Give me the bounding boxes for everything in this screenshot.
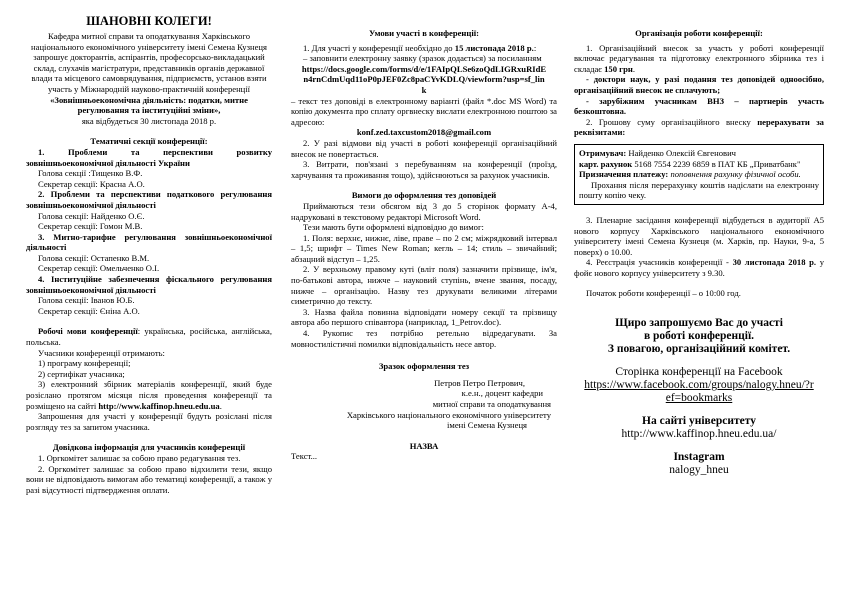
facebook-link[interactable]: https://www.facebook.com/groups/nalogy.hneu/?ref=bookmarks [584,379,814,405]
registration-date: 30 листопада 2018 р. [732,257,817,268]
conference-title: «Зовнішньоекономічна діяльність: податки, митне регулювання та інституційні зміни», [50,94,248,116]
card-label: карт. рахунок [579,158,633,169]
column-left [26,0,272,495]
start-time: Початок роботи конференції – о 10:00 год. [586,288,741,299]
column-right [574,0,824,477]
sample-heading: Зразок оформлення тез [378,361,470,372]
payment-box [574,144,824,205]
section-title: 1. Проблеми та перспективи розвитку зовнішньоекономічної діяльності України [26,146,272,168]
purpose-label: Призначення платежу: [579,169,669,180]
deadline-date: 15 листопада 2018 р. [454,42,534,53]
org-item-4 [574,257,824,278]
instagram-name[interactable]: nalogy_hneu [669,464,729,477]
condition-1-end: : [533,42,537,53]
condition-1b: – текст тез доповіді в електронному варіанті (файл *.doc MS Word) та копію документа про сплату оргвнеску вислати електронною поштою за адресою: [291,95,557,127]
send-copy-note: Прохання після перерахунку коштів надіслати на електронну пошту копію чеку. [579,179,819,201]
site-link[interactable]: http://www.kaffinop.hneu.edu.ua [98,400,220,411]
organization-heading: Організація роботи конференції: [635,28,763,38]
org-item-2-bold: перерахувати за реквізитами [574,116,824,138]
sample-title-word: НАЗВА [409,440,439,451]
conference-date: яка відбудеться 30 листопада 2018 р. [81,115,217,126]
info-item: 2. Оргкомітет залишає за собою право відхилити тези, якщо вони не відповідають вимогам або тематиці конференції, а також у разі відсутності підтвердження оплати. [26,463,272,495]
condition-1 [291,43,557,54]
get-item [26,379,272,411]
sections-heading: Тематичні секції конференції: [90,136,208,147]
get-item: 1) програму конференції; [38,358,131,369]
sample-degree: к.е.н., доцент кафедри [461,388,543,399]
condition-2: 2. У разі відмови від участі в роботі конференції організаційний внесок не повертається. [291,137,557,159]
sample-univ: Харківського національного економічного університету [346,409,551,420]
sample-text-word: Текст... [291,451,318,462]
site-link-end: . [219,400,222,411]
section-head: Голова секції: Іванов Ю.Б. [38,295,135,306]
org-item-1b: - доктори наук, у разі подання тез доповідей одноосібно, організаційний внесок не сплачують; [574,74,824,95]
sample-block [291,378,557,431]
closing-line-2: в роботі конференції. [643,330,755,343]
languages [26,326,272,347]
invite-note: Запрошення для участі у конференції будуть розіслані після розгляду тез за запитом учасника. [26,411,272,432]
section-title: 4. Інституційне забезпечення фіскального регулювання зовнішньоекономічної діяльності [26,274,272,295]
condition-3: 3. Витрати, пов'язані з перебуванням на конференції (проїзд, харчування та проживання тощо), здійснюються за рахунок учасників. [291,159,557,180]
requirement-item: 2. У верхньому правому куті (вліт поля) зазначити прізвище, ім'я, по-батькові автора, нижче – науковий ступінь, вчене звання, посаду, нижче – організацію. Назву тез друкувати великими літерами симетрично до тексту. [291,264,557,307]
email-address[interactable]: konf.zed.taxcustom2018@gmail.com [356,127,492,138]
condition-1-text: 1. Для участі у конференції необхідно до [303,42,453,53]
info-heading: Довідкова інформація для учасників конференції [52,442,246,453]
facebook-heading: Сторінка конференції на Facebook [615,366,783,379]
closing-line-3: З повагою, організаційний комітет. [607,343,791,356]
card-number: 5168 7554 2239 6859 в ПАТ КБ „Приватбанк" [634,158,801,169]
languages-label: Робочі мови конференції [38,326,138,337]
recipient-name: Найденко Олексій Євгенович [628,147,736,158]
get-item: 2) сертифікат учасника; [38,368,125,379]
participants-get: Учасники конференції отримають: [38,347,165,358]
greeting-title: ШАНОВНІ КОЛЕГИ! [86,14,212,28]
university-site-heading: На сайті університету [642,415,756,428]
languages-value: : українська, російська, англійська, польська. [26,326,273,348]
org-item-3: 3. Пленарне засідання конференції відбудеться в аудиторії А5 нового корпусу Харківського національного економічного університету імені Семена Кузнеця (м. Харків, пр. Науки, 9-а, 5 поверх) о 10.00. [574,214,824,257]
sample-author: Петров Петро Петрович, [434,377,525,388]
requirement-item: 1. Поля: верхнє, нижнє, ліве, праве – по 2 см; міжрядковий інтервал – 1,5; шрифт – Times New Roman; кегль – 14; стиль – звичайний; абзацний відступ – 1,25. [291,232,557,264]
sample-name: імені Семена Кузнеця [447,420,527,431]
instagram-heading: Instagram [673,451,725,464]
org-item-1-text: 1. Організаційний внесок за участь у роботі конференції включає редагування та підготовку електронного збірника тез і складає [574,42,824,74]
section-head: Голова секції: Найденко О.Є. [38,210,145,221]
university-site-link[interactable]: http://www.kaffinop.hneu.edu.ua/ [621,428,777,441]
section-secretary: Секретар секції: Гомон М.В. [38,221,143,232]
section-head: Голова секції: Остапенко В.М. [38,252,150,263]
closing-line-1: Щиро запрошуємо Вас до участі [615,317,783,330]
org-item-2: 2. Грошову суму організаційного внеску перерахувати за реквізитами: [574,116,824,138]
info-item: 1. Оргкомітет залишає за собою право редагування тез. [38,452,241,463]
requirement-item: 4. Рукопис тез потрібно ретельно відредагувати. За мовностилістичні помилки відповідальність несе автор. [291,328,557,349]
section-head: Голова секції :Тищенко В.Ф. [38,168,143,179]
org-item-4-text: 4. Реєстрація учасників конференції - [586,257,729,268]
requirement-item: 3. Назва файла повинна відповідати номеру секції та прізвищу автора або першого співавтора (наприклад, 1_Petrov.doc). [291,306,557,328]
requirements-intro: Приймаються тези обсягом від 3 до 5 сторінок формату А-4, надруковані в текстовому редакторі Microsoft Word. [291,200,557,222]
condition-1a: – заповнити електронну заявку (зразок додається) за посиланням [303,53,542,64]
fee-amount: 150 грн [604,63,633,74]
column-middle [291,0,557,462]
section-secretary: Секретар секції: Омельченко О.І. [38,263,160,274]
intro-text: Кафедра митної справи та оподаткування Харківського національного економічного університету імені Семена Кузнеця запрошує докторантів, аспірантів, професорсько-викладацький склад, слухачів магістратури, представників органів державної влади та місцевого самоврядування, підприємств, установ взяти участь у Міжнародній науково-практичній конференції [31,31,267,94]
sample-dept: митної справи та оподаткування [432,399,551,409]
org-item-2-text: 2. Грошову суму організаційного внеску [586,116,751,127]
recipient-label: Отримувач: [579,147,627,158]
get-item-text: 3) електронний збірник матеріалів конференції, який буде розіслано протягом місяця після проведення конференції та розміщено на сайті [26,379,272,411]
section-title: 2. Проблеми та перспективи податкового регулювання зовнішньоекономічної діяльності [26,189,272,210]
requirements-heading: Вимоги до оформлення тез доповідей [351,190,497,201]
org-item-4-end: у фойє нового корпусу університету з 9.30. [574,257,824,278]
recipient-line [579,148,819,159]
requirements-must: Тези мають бути оформлені відповідно до вимог: [303,222,484,233]
purpose-value: поповнення рахунку фізичної особи. [670,169,801,180]
section-secretary: Секретар секції: Єніна А.О. [38,305,140,316]
card-line [579,159,819,170]
section-title: 3. Митно-тарифне регулювання зовнішньоекономічної діяльності [26,231,272,253]
conditions-heading: Умови участі в конференції: [369,28,479,38]
form-url[interactable]: https://docs.google.com/forms/d/e/1FAIpQLSe6zoQdLIGRxuRIdEn4rnCdmUqd11oP0pJEF0Zc8paCYvKDLQ/viewform?usp=sf_link [301,63,547,95]
org-item-1: 1. Організаційний внесок за участь у роботі конференції включає редагування та підготовку електронного збірника тез і складає 150 грн. [574,42,824,74]
purpose-line [579,169,819,180]
org-item-1c: - зарубіжним учасникам ВНЗ – партнерів участь безкоштовна. [574,95,824,117]
section-secretary: Секретар секції: Красна А.О. [38,178,145,189]
